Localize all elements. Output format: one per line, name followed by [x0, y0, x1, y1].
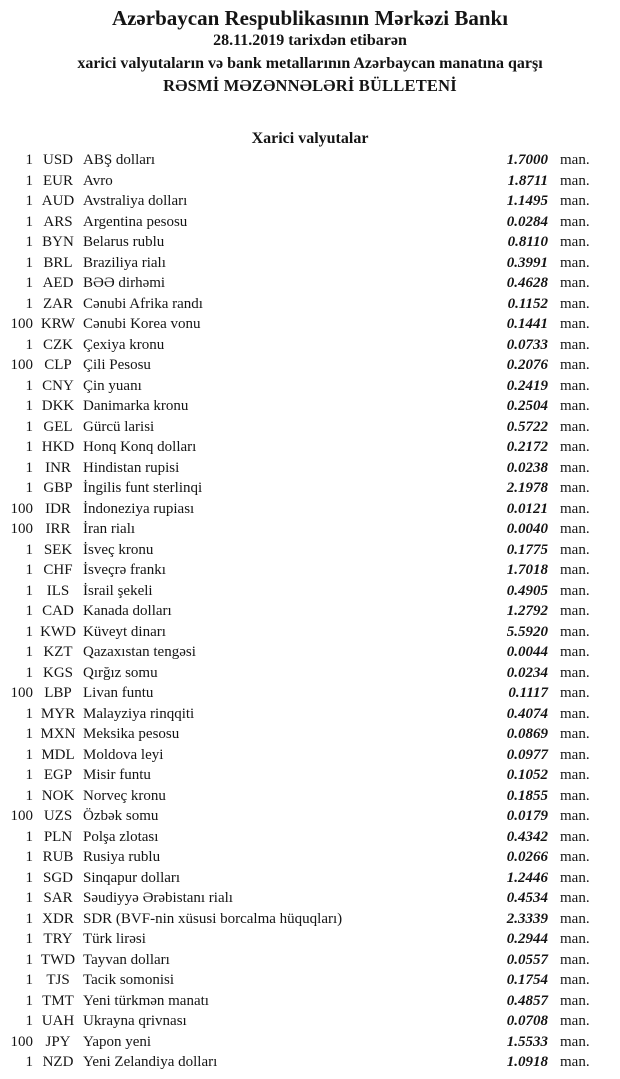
- currency-code-cell: AUD: [41, 193, 75, 209]
- unit-cell: man.: [560, 357, 590, 373]
- unit-cell: man.: [560, 972, 590, 988]
- currency-code-cell: UZS: [43, 808, 73, 824]
- currency-code-cell: TMT: [42, 992, 74, 1009]
- currency-name-cell: Moldova leyi: [83, 746, 164, 763]
- unit-cell: man.: [560, 726, 590, 742]
- currency-name-cell: ABŞ dolları: [83, 152, 156, 168]
- unit-cell: man.: [560, 828, 590, 845]
- quantity-cell: 1: [25, 767, 33, 783]
- currency-name-cell: Ukrayna qrivnası: [83, 1013, 187, 1029]
- rate-value-cell: 5.5920: [506, 623, 548, 640]
- rate-value-cell: 0.1855: [506, 787, 548, 804]
- rate-value-cell: 0.4857: [506, 992, 548, 1009]
- quantity-cell: 1: [25, 951, 33, 968]
- quantity-cell: 1: [25, 234, 33, 250]
- currency-code-cell: MXN: [40, 726, 76, 742]
- currency-name-cell: Misir funtu: [83, 767, 151, 783]
- currency-name-cell: Argentina pesosu: [83, 213, 188, 230]
- rate-row: [0, 376, 620, 397]
- currency-code-cell: TJS: [46, 972, 70, 988]
- currency-name-cell: İngilis funt sterlinqi: [83, 480, 203, 496]
- quantity-cell: 1: [25, 726, 33, 742]
- quantity-cell: 1: [25, 644, 33, 660]
- currency-code-cell: PLN: [43, 828, 73, 845]
- currency-name-cell: Kanada dolları: [83, 603, 172, 619]
- currency-code-cell: BYN: [42, 234, 74, 250]
- rate-value-cell: 0.0733: [506, 336, 548, 353]
- currency-code-cell: RUB: [42, 849, 74, 865]
- rate-row: [0, 417, 620, 438]
- currency-name-cell: Danimarka kronu: [83, 398, 189, 414]
- rate-value-cell: 0.2076: [506, 357, 548, 373]
- quantity-cell: 100: [10, 808, 33, 824]
- quantity-cell: 1: [25, 193, 33, 209]
- rate-value-cell: 0.0044: [506, 644, 548, 660]
- quantity-cell: 1: [25, 910, 33, 927]
- unit-cell: man.: [560, 910, 590, 927]
- rate-value-cell: 0.2172: [506, 439, 548, 455]
- currency-name-cell: Hindistan rupisi: [83, 459, 180, 476]
- unit-cell: man.: [560, 603, 590, 619]
- currency-code-cell: USD: [42, 152, 73, 168]
- currency-code-cell: HKD: [41, 439, 75, 455]
- currency-code-cell: NOK: [41, 787, 75, 804]
- rate-value-cell: 0.0040: [506, 521, 548, 537]
- currency-code-cell: SAR: [43, 890, 73, 906]
- unit-cell: man.: [560, 316, 590, 332]
- rate-row: [0, 335, 620, 356]
- rate-value-cell: 1.7018: [506, 562, 548, 578]
- rate-value-cell: 0.0869: [506, 726, 548, 742]
- rate-value-cell: 0.5722: [506, 418, 548, 435]
- rate-value-cell: 2.3339: [506, 910, 548, 927]
- quantity-cell: 1: [25, 541, 33, 558]
- currency-name-cell: Yeni Zelandiya dolları: [83, 1054, 218, 1070]
- currency-code-cell: CHF: [43, 562, 73, 578]
- unit-cell: man.: [560, 890, 590, 906]
- unit-cell: man.: [560, 336, 590, 353]
- unit-cell: man.: [560, 500, 590, 517]
- currency-name-cell: Belarus rublu: [83, 234, 165, 250]
- rate-row: [0, 663, 620, 684]
- unit-cell: man.: [560, 213, 590, 230]
- rate-value-cell: 2.1978: [506, 480, 548, 496]
- rate-row: [0, 847, 620, 868]
- rate-value-cell: 0.8110: [507, 234, 548, 250]
- rate-value-cell: 1.0918: [506, 1054, 548, 1070]
- currency-code-cell: IRR: [45, 521, 71, 537]
- rate-value-cell: 0.0121: [506, 500, 548, 517]
- quantity-cell: 100: [10, 357, 33, 373]
- currency-name-cell: Honq Konq dolları: [83, 439, 197, 455]
- quantity-cell: 1: [25, 972, 33, 988]
- currency-code-cell: ZAR: [43, 295, 73, 312]
- rate-value-cell: 0.2944: [506, 931, 548, 947]
- quantity-cell: 1: [25, 931, 33, 947]
- quantity-cell: 1: [25, 459, 33, 476]
- quantity-cell: 1: [25, 562, 33, 578]
- currency-code-cell: KGS: [42, 664, 73, 681]
- rate-value-cell: 0.4534: [506, 890, 548, 906]
- rate-row: [0, 888, 620, 909]
- rate-row: [0, 970, 620, 991]
- currency-name-cell: Küveyt dinarı: [83, 623, 166, 640]
- unit-cell: man.: [560, 541, 590, 558]
- unit-cell: man.: [560, 562, 590, 578]
- rate-row: [0, 1032, 620, 1053]
- section-title-foreign-currencies: Xarici valyutalar: [251, 130, 369, 147]
- rate-value-cell: 1.8711: [507, 172, 548, 189]
- currency-name-cell: BƏƏ dirhəmi: [83, 275, 166, 291]
- currency-name-cell: Polşa zlotası: [83, 828, 159, 845]
- currency-code-cell: GBP: [43, 480, 73, 496]
- unit-cell: man.: [560, 705, 590, 722]
- quantity-cell: 1: [25, 275, 33, 291]
- quantity-cell: 100: [10, 521, 33, 537]
- quantity-cell: 1: [25, 377, 33, 394]
- quantity-cell: 1: [25, 439, 33, 455]
- unit-cell: man.: [560, 951, 590, 968]
- quantity-cell: 1: [25, 664, 33, 681]
- rate-row: [0, 765, 620, 786]
- unit-cell: man.: [560, 582, 590, 599]
- rate-row: [0, 519, 620, 540]
- unit-cell: man.: [560, 418, 590, 435]
- rate-row: [0, 171, 620, 192]
- rate-value-cell: 0.4342: [506, 828, 548, 845]
- quantity-cell: 1: [25, 992, 33, 1009]
- unit-cell: man.: [560, 295, 590, 312]
- currency-name-cell: Qazaxıstan tengəsi: [83, 644, 196, 660]
- rate-row: [0, 724, 620, 745]
- currency-name-cell: Braziliya rialı: [83, 254, 166, 271]
- rate-row: [0, 991, 620, 1012]
- currency-code-cell: BRL: [43, 254, 73, 271]
- rate-value-cell: 0.0708: [506, 1013, 548, 1029]
- rate-row: [0, 232, 620, 253]
- rate-value-cell: 0.0977: [506, 746, 548, 763]
- quantity-cell: 1: [25, 172, 33, 189]
- currency-code-cell: UAH: [41, 1013, 75, 1029]
- currency-name-cell: İndoneziya rupiası: [83, 500, 195, 517]
- quantity-cell: 1: [25, 213, 33, 230]
- currency-name-cell: Cənubi Afrika randı: [83, 295, 203, 312]
- rate-value-cell: 0.3991: [506, 254, 548, 271]
- rate-value-cell: 1.7000: [506, 152, 548, 168]
- quantity-cell: 100: [10, 1033, 33, 1050]
- rate-row: [0, 540, 620, 561]
- rate-row: [0, 827, 620, 848]
- currency-name-cell: Rusiya rublu: [83, 849, 161, 865]
- unit-cell: man.: [560, 746, 590, 763]
- rate-row: [0, 437, 620, 458]
- currency-code-cell: SEK: [43, 541, 73, 558]
- unit-cell: man.: [560, 808, 590, 824]
- currency-code-cell: KRW: [40, 316, 76, 332]
- rate-row: [0, 642, 620, 663]
- rate-row: [0, 745, 620, 766]
- rate-row: [0, 581, 620, 602]
- currency-code-cell: CLP: [44, 357, 72, 373]
- currency-name-cell: İsveçrə frankı: [83, 562, 166, 578]
- unit-cell: man.: [560, 685, 590, 701]
- rate-value-cell: 1.2446: [506, 869, 548, 886]
- rate-value-cell: 0.0179: [506, 808, 548, 824]
- currency-name-cell: Çin yuanı: [83, 377, 142, 394]
- quantity-cell: 1: [25, 480, 33, 496]
- currency-code-cell: EGP: [43, 767, 73, 783]
- rate-row: [0, 499, 620, 520]
- rate-row: [0, 929, 620, 950]
- unit-cell: man.: [560, 193, 590, 209]
- currency-code-cell: MYR: [40, 705, 76, 722]
- quantity-cell: 1: [25, 746, 33, 763]
- quantity-cell: 1: [25, 152, 33, 168]
- unit-cell: man.: [560, 459, 590, 476]
- rate-row: [0, 191, 620, 212]
- rate-row: [0, 806, 620, 827]
- unit-cell: man.: [560, 644, 590, 660]
- unit-cell: man.: [560, 767, 590, 783]
- currency-code-cell: GEL: [43, 418, 73, 435]
- currency-code-cell: LBP: [44, 685, 72, 701]
- currency-code-cell: SGD: [42, 869, 73, 886]
- rate-row: [0, 396, 620, 417]
- currency-code-cell: ARS: [43, 213, 73, 230]
- currency-code-cell: TWD: [40, 951, 76, 968]
- currency-name-cell: Avstraliya dolları: [83, 193, 188, 209]
- currency-name-cell: Türk lirəsi: [83, 931, 146, 947]
- rate-value-cell: 0.1441: [506, 316, 548, 332]
- rate-value-cell: 0.0266: [506, 849, 548, 865]
- rate-row: [0, 560, 620, 581]
- currency-name-cell: Qırğız somu: [83, 664, 158, 681]
- currency-name-cell: Çexiya kronu: [83, 336, 165, 353]
- unit-cell: man.: [560, 1033, 590, 1050]
- currency-name-cell: Sinqapur dolları: [83, 869, 181, 886]
- unit-cell: man.: [560, 234, 590, 250]
- rate-row: [0, 622, 620, 643]
- rate-row: [0, 355, 620, 376]
- rate-value-cell: 0.0557: [506, 951, 548, 968]
- currency-name-cell: Gürcü larisi: [83, 418, 155, 435]
- rate-row: [0, 150, 620, 171]
- quantity-cell: 1: [25, 1013, 33, 1029]
- rate-value-cell: 0.0238: [506, 459, 548, 476]
- unit-cell: man.: [560, 398, 590, 414]
- unit-cell: man.: [560, 254, 590, 271]
- currency-name-cell: Cənubi Korea vonu: [83, 316, 201, 332]
- quantity-cell: 1: [25, 295, 33, 312]
- unit-cell: man.: [560, 787, 590, 804]
- rate-row: [0, 786, 620, 807]
- rate-value-cell: 1.2792: [506, 603, 548, 619]
- currency-name-cell: Meksika pesosu: [83, 726, 180, 742]
- currency-name-cell: Livan funtu: [83, 685, 154, 701]
- bank-name-title: Azərbaycan Respublikasının Mərkəzi Bankı: [111, 6, 509, 30]
- bulletin-title: RƏSMİ MƏZƏNNƏLƏRİ BÜLLETENİ: [163, 76, 457, 95]
- unit-cell: man.: [560, 152, 590, 168]
- rate-value-cell: 0.4905: [506, 582, 548, 599]
- rate-value-cell: 0.1754: [506, 972, 548, 988]
- unit-cell: man.: [560, 849, 590, 865]
- currency-code-cell: KZT: [43, 644, 73, 660]
- currency-code-cell: KWD: [40, 623, 76, 640]
- currency-code-cell: ILS: [46, 582, 70, 599]
- quantity-cell: 1: [25, 603, 33, 619]
- quantity-cell: 1: [25, 582, 33, 599]
- currency-name-cell: SDR (BVF-nin xüsusi borcalma hüquqları): [83, 910, 343, 927]
- currency-code-cell: CZK: [43, 336, 73, 353]
- currency-name-cell: Yapon yeni: [83, 1033, 152, 1050]
- unit-cell: man.: [560, 1054, 590, 1070]
- currency-code-cell: MDL: [41, 746, 75, 763]
- rate-value-cell: 1.5533: [506, 1033, 548, 1050]
- rate-row: [0, 950, 620, 971]
- currency-name-cell: Avro: [83, 172, 113, 189]
- currency-code-cell: JPY: [45, 1033, 71, 1050]
- currency-name-cell: Çili Pesosu: [83, 357, 151, 373]
- rate-row: [0, 868, 620, 889]
- unit-cell: man.: [560, 172, 590, 189]
- rate-row: [0, 1011, 620, 1032]
- currency-name-cell: İran rialı: [83, 521, 136, 537]
- currency-code-cell: DKK: [41, 398, 75, 414]
- rate-row: [0, 1052, 620, 1073]
- quantity-cell: 1: [25, 1054, 33, 1070]
- currency-name-cell: Norveç kronu: [83, 787, 166, 804]
- currency-code-cell: NZD: [42, 1054, 74, 1070]
- quantity-cell: 100: [10, 500, 33, 517]
- currency-name-cell: Yeni türkmən manatı: [83, 992, 209, 1009]
- currency-code-cell: EUR: [43, 172, 73, 189]
- rate-row: [0, 601, 620, 622]
- quantity-cell: 1: [25, 849, 33, 865]
- quantity-cell: 1: [25, 787, 33, 804]
- rate-row: [0, 273, 620, 294]
- rate-value-cell: 0.0234: [506, 664, 548, 681]
- unit-cell: man.: [560, 439, 590, 455]
- rate-row: [0, 253, 620, 274]
- currency-name-cell: Səudiyyə Ərəbistanı rialı: [83, 890, 233, 906]
- rate-row: [0, 704, 620, 725]
- currency-code-cell: INR: [45, 459, 71, 476]
- quantity-cell: 1: [25, 869, 33, 886]
- quantity-cell: 1: [25, 398, 33, 414]
- rate-value-cell: 0.4074: [506, 705, 548, 722]
- unit-cell: man.: [560, 992, 590, 1009]
- currency-name-cell: Özbək somu: [83, 808, 159, 824]
- rate-row: [0, 314, 620, 335]
- quantity-cell: 1: [25, 254, 33, 271]
- currency-name-cell: Malayziya rinqqiti: [83, 705, 195, 722]
- currency-code-cell: XDR: [42, 910, 74, 927]
- unit-cell: man.: [560, 377, 590, 394]
- quantity-cell: 100: [10, 316, 33, 332]
- rate-row: [0, 478, 620, 499]
- unit-cell: man.: [560, 931, 590, 947]
- rate-value-cell: 0.2419: [506, 377, 548, 394]
- rate-row: [0, 458, 620, 479]
- unit-cell: man.: [560, 664, 590, 681]
- currency-name-cell: İsveç kronu: [83, 541, 154, 558]
- currency-name-cell: İsrail şekeli: [83, 582, 153, 599]
- quantity-cell: 100: [10, 685, 33, 701]
- currency-code-cell: IDR: [45, 500, 71, 517]
- currency-code-cell: CAD: [42, 603, 74, 619]
- rate-value-cell: 0.4628: [506, 275, 548, 291]
- unit-cell: man.: [560, 275, 590, 291]
- unit-cell: man.: [560, 869, 590, 886]
- rate-value-cell: 0.2504: [506, 398, 548, 414]
- rate-value-cell: 0.1117: [508, 685, 548, 701]
- quantity-cell: 1: [25, 828, 33, 845]
- rate-row: [0, 212, 620, 233]
- rate-row: [0, 294, 620, 315]
- unit-cell: man.: [560, 480, 590, 496]
- quantity-cell: 1: [25, 418, 33, 435]
- unit-cell: man.: [560, 521, 590, 537]
- currency-name-cell: Tayvan dolları: [83, 951, 170, 968]
- rate-value-cell: 1.1495: [506, 193, 548, 209]
- quantity-cell: 1: [25, 890, 33, 906]
- rate-value-cell: 0.0284: [506, 213, 548, 230]
- effective-date: 28.11.2019 tarixdən etibarən: [213, 32, 407, 49]
- bulletin-subtitle: xarici valyutaların və bank metallarının Azərbaycan manatına qarşı: [77, 55, 543, 72]
- unit-cell: man.: [560, 1013, 590, 1029]
- rate-value-cell: 0.1052: [506, 767, 548, 783]
- rate-value-cell: 0.1152: [507, 295, 548, 312]
- currency-code-cell: CNY: [42, 377, 74, 394]
- unit-cell: man.: [560, 623, 590, 640]
- rate-row: [0, 683, 620, 704]
- quantity-cell: 1: [25, 623, 33, 640]
- rate-row: [0, 909, 620, 930]
- currency-name-cell: Tacik somonisi: [83, 972, 175, 988]
- currency-code-cell: TRY: [43, 931, 73, 947]
- rate-value-cell: 0.1775: [506, 541, 548, 558]
- quantity-cell: 1: [25, 705, 33, 722]
- bulletin-header: [0, 6, 620, 97]
- currency-code-cell: AED: [42, 275, 74, 291]
- quantity-cell: 1: [25, 336, 33, 353]
- rates-table: [0, 150, 620, 1073]
